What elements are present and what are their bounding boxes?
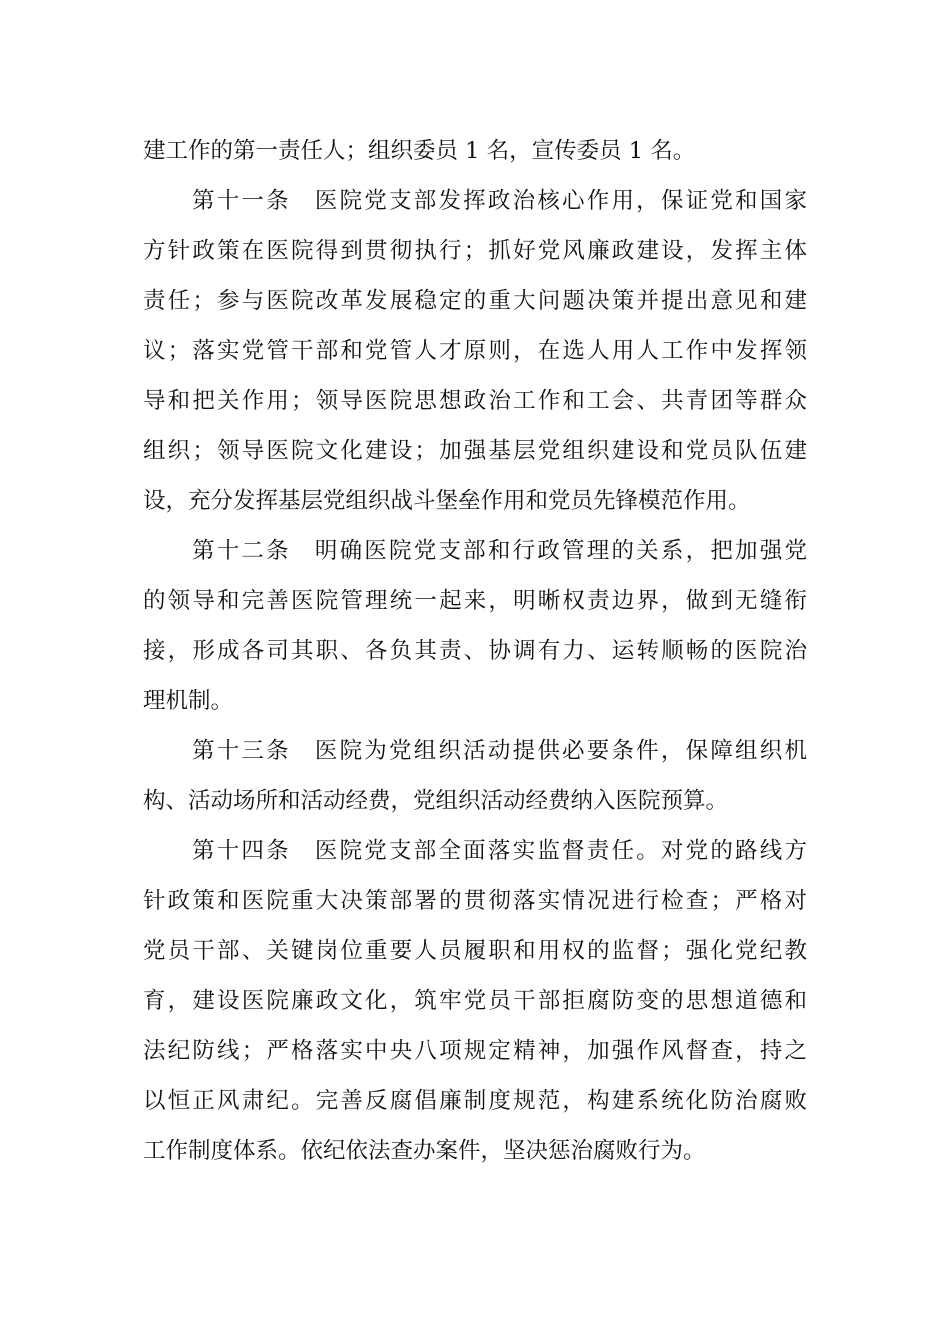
article-number: 第十一条 <box>192 188 291 214</box>
text-line: 以恒正风肃纪。完善反腐倡廉制度规范，构建系统化防治腐败 <box>143 1088 807 1114</box>
text-line: 的领导和完善医院管理统一起来，明晰权责边界，做到无缝衔 <box>143 588 807 614</box>
text-line: 议；落实党管干部和党管人才原则，在选人用人工作中发挥领 <box>143 338 807 364</box>
text-line: 设，充分发挥基层党组织战斗堡垒作用和党员先锋模范作用。 <box>143 488 751 514</box>
text-line: 接，形成各司其职、各负其责、协调有力、运转顺畅的医院治 <box>143 638 807 664</box>
article-first-line <box>143 826 807 876</box>
text-run: 医院党支部发挥政治核心作用，保证党和国家 <box>314 188 807 214</box>
text-line: 方针政策在医院得到贯彻执行；抓好党风廉政建设，发挥主体 <box>143 238 807 264</box>
document-body <box>143 126 807 1176</box>
text-line: 理机制。 <box>143 688 234 714</box>
article-number: 第十四条 <box>192 838 291 864</box>
text-line: 育，建设医院廉政文化，筑牢党员干部拒腐防变的思想道德和 <box>143 988 807 1014</box>
article-first-line <box>143 526 807 576</box>
text-line: 党员干部、关键岗位重要人员履职和用权的监督；强化党纪教 <box>143 938 807 964</box>
article-first-line <box>143 726 807 776</box>
text-line: 组织；领导医院文化建设；加强基层党组织建设和党员队伍建 <box>143 438 807 464</box>
text-line: 针政策和医院重大决策部署的贯彻落实情况进行检查；严格对 <box>143 888 807 914</box>
text-run: 明确医院党支部和行政管理的关系，把加强党 <box>314 538 807 564</box>
article-number: 第十二条 <box>192 538 291 564</box>
text-run: 医院为党组织活动提供必要条件，保障组织机 <box>314 738 807 764</box>
article-number: 第十三条 <box>192 738 291 764</box>
text-line: 建工作的第一责任人；组织委员 1 名，宣传委员 1 名。 <box>143 138 696 164</box>
text-line: 构、活动场所和活动经费，党组织活动经费纳入医院预算。 <box>143 788 729 814</box>
text-line: 法纪防线；严格落实中央八项规定精神，加强作风督查，持之 <box>143 1038 807 1064</box>
text-line: 工作制度体系。依纪依法查办案件，坚决惩治腐败行为。 <box>143 1138 706 1164</box>
text-line: 导和把关作用；领导医院思想政治工作和工会、共青团等群众 <box>143 388 807 414</box>
text-line: 责任；参与医院改革发展稳定的重大问题决策并提出意见和建 <box>143 288 807 314</box>
article-first-line <box>143 176 807 226</box>
text-run: 医院党支部全面落实监督责任。对党的路线方 <box>314 838 807 864</box>
